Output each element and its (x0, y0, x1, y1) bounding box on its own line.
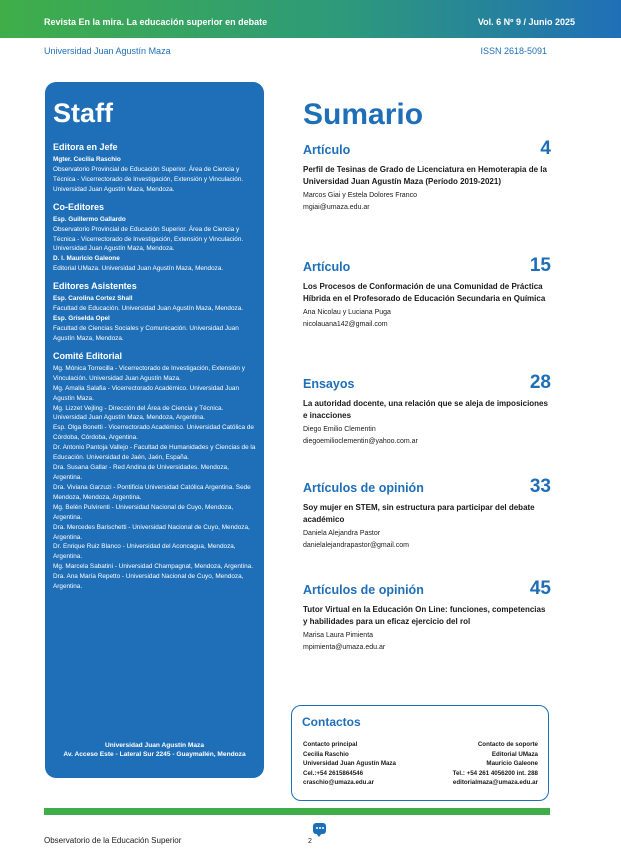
staff-line: Dr. Enrique Ruiz Blanco - Universidad del Aconcagua, Mendoza, Argentina. (53, 543, 236, 561)
contact-soporte-name: Mauricio Galeone (486, 760, 538, 768)
staff-line: Esp. Carolina Cortez Shall (53, 295, 133, 303)
staff-line: Dr. Antonio Pantoja Vallejo - Facultad de Humanidades y Ciencias de la Educación. Universidad de Jaén, Jaén, España. (53, 444, 256, 462)
entry-email[interactable]: mgiai@umaza.edu.ar (303, 203, 370, 211)
journal-title: Revista En la mira. La educación superior en debate (44, 17, 268, 27)
staff-line: Mg. Lizzet Vejling - Dirección del Área de Ciencia y Técnica. Universidad Juan Agustín Maza, Mendoza, Argentina. (53, 404, 224, 422)
staff-line: Facultad de Ciencias Sociales y Comunicación. Universidad Juan Agustín Maza, Mendoza. (53, 324, 239, 342)
staff-line: Mg. Belén Pulvirenti - Universidad Nacional de Cuyo, Mendoza, Argentina. (53, 503, 234, 521)
sumario-entry[interactable] (303, 476, 551, 549)
sumario-entry[interactable] (303, 138, 551, 211)
footer-observatorio: Observatorio de la Educación Superior (44, 836, 182, 845)
staff-line: Observatorio Provincial de Educación Superior. Área de Ciencia y Técnica - Vicerrectorado de Investigación, Extensión y Vinculación. Universidad Juan Agustín Maza, Mendoza. (53, 225, 244, 253)
contact-soporte-label: Contacto de soporte (477, 741, 538, 748)
entry-authors: Daniela Alejandra Pastor (303, 530, 381, 537)
entry-email[interactable]: nicolauana142@gmail.com (303, 320, 388, 328)
contact-principal-org: Universidad Juan Agustín Maza (303, 760, 396, 768)
contact-principal-name: Cecilia Raschio (303, 750, 349, 758)
staff-line: Mg. Mónica Torrecilla - Vicerrectorado de Investigación, Extensión y Vinculación. Universidad Juan Agustín Maza. (53, 364, 245, 382)
entry-authors: Marcos Giai y Estela Dolores Franco (303, 192, 417, 199)
entry-page: 45 (529, 578, 551, 599)
sumario-entry[interactable] (303, 578, 551, 651)
contact-box (291, 705, 549, 801)
staff-line: Facultad de Educación. Universidad Juan Agustín Maza, Mendoza. (53, 305, 244, 313)
staff-line: Observatorio Provincial de Educación Superior. Área de Ciencia y Técnica - Vicerrectorado de Investigación, Extensión y Vinculación. Universidad Juan Agustín Maza, Mendoza. (53, 165, 244, 193)
contact-soporte-email[interactable]: editorialmaza@umaza.edu.ar (452, 779, 538, 787)
contact-soporte-phone: Tel.: +54 261 4056200 int. 288 (452, 769, 538, 777)
page-number: 2 (308, 838, 312, 845)
staff-line: Dra. Mercedes Barischetti - Universidad Nacional de Cuyo, Mendoza, Argentina. (53, 523, 250, 541)
staff-line: Mg. Marcela Sabatini - Universidad Champagnat, Mendoza, Argentina. (53, 563, 253, 571)
staff-section-heading: Co-Editores (53, 201, 105, 212)
sumario-title: Sumario (303, 98, 424, 131)
entry-title: La autoridad docente, una relación que se aleja de imposiciones e inacciones (303, 399, 548, 420)
staff-footer (45, 741, 264, 760)
entry-page: 33 (529, 476, 551, 497)
issue-info: Vol. 6 Nº 9 / Junio 2025 (477, 17, 575, 27)
contact-title: Contactos (302, 715, 361, 729)
entry-email[interactable]: danielalejandrapastor@gmail.com (303, 541, 409, 549)
staff-line: Dra. Ana María Repetto - Universidad Nacional de Cuyo, Mendoza, Argentina. (53, 573, 244, 591)
staff-title: Staff (53, 98, 113, 128)
contact-principal (303, 740, 396, 788)
staff-line: Editorial UMaza. Universidad Juan Agustín Maza, Mendoza. (53, 265, 224, 273)
staff-section-heading: Editora en Jefe (53, 142, 118, 152)
entry-email[interactable]: diegoemilioclementin@yahoo.com.ar (303, 437, 418, 445)
staff-section-heading: Editores Asistentes (53, 281, 137, 292)
entry-email[interactable]: mpimienta@umaza.edu.ar (303, 643, 386, 651)
entry-title: Soy mujer en STEM, sin estructura para participar del debate académico (303, 503, 535, 524)
entry-page: 28 (529, 372, 551, 393)
entry-title: Tutor Virtual en la Educación On Line: funciones, competencias y habilidades para un eficaz ejercicio del rol (303, 605, 546, 626)
university-name: Universidad Juan Agustín Maza (44, 46, 171, 56)
staff-panel (45, 82, 264, 778)
staff-footer-address: Av. Acceso Este - Lateral Sur 2245 - Guaymallén, Mendoza (63, 751, 246, 759)
staff-line: Esp. Guillermo Gallardo (53, 215, 126, 223)
entry-category: Ensayos (303, 377, 355, 391)
entry-page: 15 (529, 255, 551, 276)
chat-icon (313, 823, 326, 834)
footer-divider (44, 808, 550, 815)
staff-line: Dra. Viviana Garzuzi - Pontificia Universidad Católica Argentina. Sede Mendoza, Mendoza, Argentina. (53, 483, 251, 501)
entry-category: Artículos de opinión (303, 583, 424, 597)
staff-section-heading: Comité Editorial (53, 350, 123, 361)
entry-category: Artículo (303, 143, 351, 157)
issn: ISSN 2618-5091 (480, 46, 547, 56)
entry-authors: Diego Emilio Clementin (303, 426, 376, 433)
contact-soporte (453, 740, 538, 788)
top-banner (0, 0, 621, 38)
staff-line: Mg. Amalia Salafia - Vicerrectorado Académico. Universidad Juan Agustín Maza. (53, 384, 240, 402)
entry-title: Los Procesos de Conformación de una Comunidad de Práctica Híbrida en el Profesorado de Educación Secundaria en Química (303, 282, 546, 303)
contact-principal-email[interactable]: craschio@umaza.edu.ar (303, 779, 375, 787)
entry-page: 4 (540, 138, 551, 159)
staff-line: Esp. Griselda Opel (53, 315, 110, 323)
staff-line: Dra. Susana Gallar - Red Andina de Universidades. Mendoza, Argentina. (53, 464, 229, 481)
entry-authors: Marisa Laura Pimienta (303, 632, 374, 639)
contact-principal-label: Contacto principal (303, 741, 358, 748)
staff-line: Esp. Olga Bonetti - Vicerrectorado Académico. Universidad Católica de Córdoba, Córdoba, Argentina. (53, 424, 254, 442)
sumario-entry[interactable] (303, 372, 551, 445)
entry-authors: Ana Nicolau y Luciana Puga (303, 309, 391, 316)
contact-soporte-org: Editorial UMaza (491, 750, 538, 758)
entry-category: Artículos de opinión (303, 481, 424, 495)
entry-title: Perfil de Tesinas de Grado de Licenciatura en Hemoterapia de la Universidad Juan Agustín Maza (Período 2019-2021) (303, 165, 547, 186)
staff-line: Mgter. Cecilia Raschio (53, 156, 121, 163)
staff-footer-university: Universidad Juan Agustín Maza (104, 741, 205, 749)
sumario-entry[interactable] (303, 255, 551, 328)
entry-category: Artículo (303, 260, 351, 274)
staff-line: D. I. Mauricio Galeone (53, 255, 120, 263)
contact-principal-phone: Cel.:+54 2615864546 (303, 769, 364, 777)
